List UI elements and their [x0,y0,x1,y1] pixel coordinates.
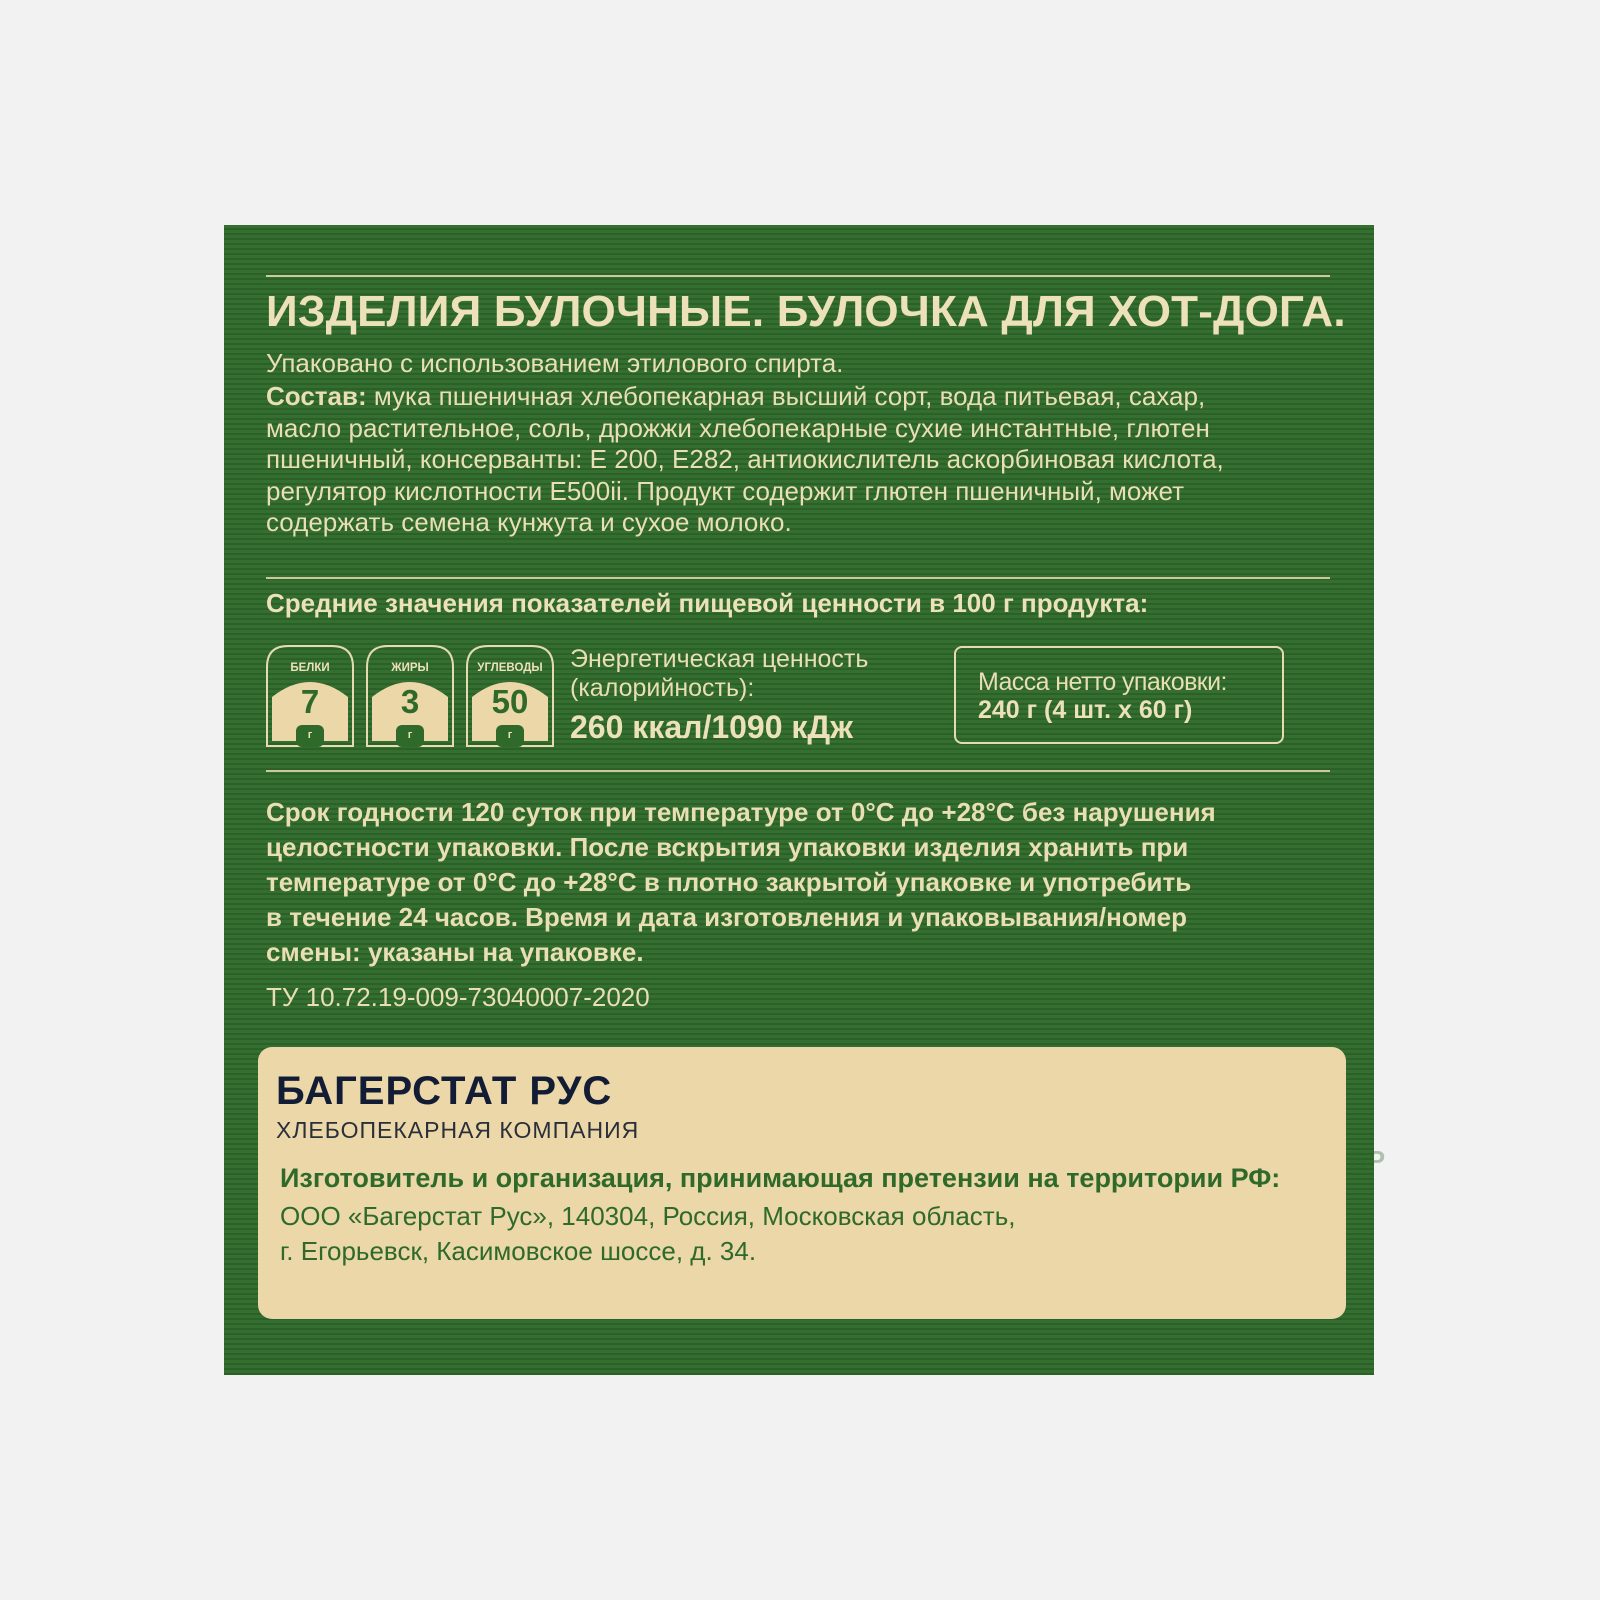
shelf-life-text: Срок годности 120 суток при температуре от 0°С до +28°С без нарушения целостности упаковки. После вскрытия упаковки изделия хранить при температуре от 0°С до +28°С в плотно закрытой упаковке и употребить в течение 24 часов. Время и дата изготовления и упаковывания/номер смены: указаны на упаковке. [266,797,1216,967]
badge-value: 3 [400,683,420,720]
net-mass-value: 240 г (4 шт. х 60 г) [978,696,1193,724]
manufacturer-address: ООО «Багерстат Рус», 140304, Россия, Московская область, г. Егорьевск, Касимовское шоссе, д. 34. [280,1201,1016,1266]
carbs-badge [466,645,554,747]
composition-line: регулятор кислотности Е500ii. Продукт содержит глютен пшеничный, может [266,475,1184,506]
composition-line: пшеничный, консерванты: Е 200, Е282, антиокислитель аскорбиновая кислота, [266,444,1224,474]
composition-line: масло растительное, соль, дрожжи хлебопекарные сухие инстантные, глютен [266,412,1210,443]
edge-text-fragment: БР [1349,1145,1386,1175]
badge-name: ЖИРЫ [391,662,429,674]
brand-name: БАГЕРСТАТ РУС [276,1069,613,1113]
composition-line: Состав: мука пшеничная хлебопекарная высший сорт, вода питьевая, сахар, [266,381,1206,411]
badge-unit: г [507,729,513,741]
tu-code: ТУ 10.72.19-009-73040007-2020 [266,982,650,1012]
divider [266,770,1330,772]
net-mass-box [954,646,1284,744]
product-title: ИЗДЕЛИЯ БУЛОЧНЫЕ. БУЛОЧКА ДЛЯ ХОТ-ДОГА. [266,287,1346,336]
manufacturer-panel [258,1047,1346,1319]
top-divider [266,275,1330,277]
nutrition-heading: Средние значения показателей пищевой ценности в 100 г продукта: [266,588,1149,618]
badge-unit: г [407,729,413,741]
brand-subtitle: ХЛЕБОПЕКАРНАЯ КОМПАНИЯ [276,1117,640,1143]
net-mass-label: Масса нетто упаковки: [978,668,1227,696]
composition-label: Состав: [266,381,367,411]
badge-unit: г [307,729,313,741]
fat-badge [366,645,454,747]
energy-label: Энергетическая ценность (калорийность): [570,645,869,702]
energy-value: 260 ккал/1090 кДж [570,709,853,745]
packaging-note: Упаковано с использованием этилового спирта. [266,348,844,378]
manufacturer-heading: Изготовитель и организация, принимающая претензии на территории РФ: [280,1163,1281,1193]
badge-name: БЕЛКИ [290,662,330,674]
badge-value: 50 [491,683,529,720]
composition-block [266,381,1356,539]
badge-name: УГЛЕВОДЫ [477,662,543,674]
product-label [224,225,1386,1375]
composition-line: содержать семена кунжута и сухое молоко. [266,507,792,537]
protein-badge [266,645,354,747]
badge-value: 7 [300,683,320,720]
divider [266,577,1330,579]
